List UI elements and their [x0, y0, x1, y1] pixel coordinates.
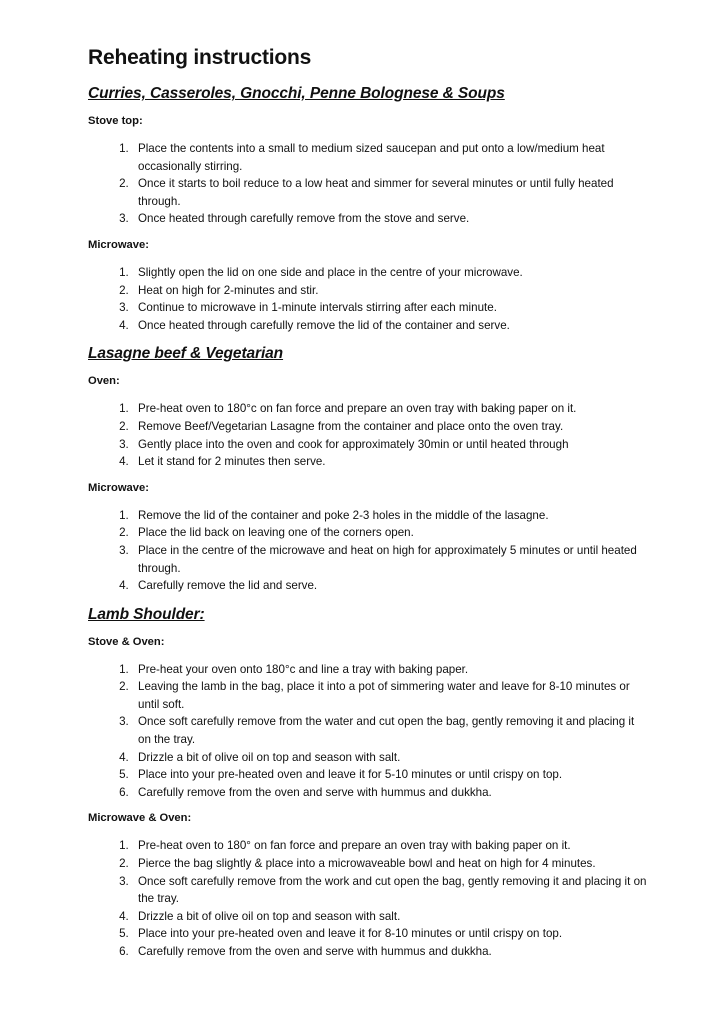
step-item: 5. Place into your pre-heated oven and leave it for 5-10 minutes or until crispy on top.: [132, 766, 648, 784]
step-item: 3. Place in the centre of the microwave and heat on high for approximately 5 minutes or until heated through.: [132, 542, 648, 577]
step-item: 1. Place the contents into a small to medium sized saucepan and put onto a low/medium heat occasionally stirring.: [132, 140, 648, 175]
method-label: Microwave:: [88, 238, 149, 251]
step-item: 3. Once soft carefully remove from the water and cut open the bag, gently removing it and placing it on the tray.: [132, 713, 648, 748]
step-item: 2. Heat on high for 2-minutes and stir.: [132, 282, 648, 300]
step-item: 4. Carefully remove the lid and serve.: [132, 577, 648, 595]
method-label: Stove top:: [88, 115, 143, 127]
section-heading: Curries, Casseroles, Gnocchi, Penne Bolognese & Soups: [88, 85, 505, 102]
method-label: Oven:: [88, 375, 120, 388]
steps-list: [88, 264, 648, 334]
step-item: 1. Pre-heat oven to 180° on fan force and prepare an oven tray with baking paper on it.: [132, 837, 648, 855]
method-label: Microwave:: [88, 481, 149, 494]
document-page: [88, 44, 648, 971]
step-item: 3. Gently place into the oven and cook for approximately 30min or until heated through: [132, 436, 648, 454]
steps-list: [88, 507, 648, 595]
step-item: 4. Let it stand for 2 minutes then serve.: [132, 453, 648, 471]
step-item: 6. Carefully remove from the oven and serve with hummus and dukkha.: [132, 784, 648, 802]
step-item: 4. Once heated through carefully remove the lid of the container and serve.: [132, 317, 648, 335]
method-label: Stove & Oven:: [88, 635, 165, 648]
section: [88, 84, 648, 334]
step-item: 2. Remove Beef/Vegetarian Lasagne from the container and place onto the oven tray.: [132, 418, 648, 436]
step-item: 1. Remove the lid of the container and poke 2-3 holes in the middle of the lasagne.: [132, 507, 648, 525]
step-item: 1. Pre-heat your oven onto 180°c and line a tray with baking paper.: [132, 661, 648, 679]
step-item: 3. Once soft carefully remove from the work and cut open the bag, gently removing it and placing it on the tray.: [132, 873, 648, 908]
step-item: 6. Carefully remove from the oven and serve with hummus and dukkha.: [132, 943, 648, 961]
steps-list: [88, 140, 648, 228]
section-heading: Lamb Shoulder:: [88, 605, 205, 623]
section: [88, 344, 648, 594]
step-item: 2. Pierce the bag slightly & place into a microwaveable bowl and heat on high for 4 minutes.: [132, 855, 648, 873]
step-item: 4. Drizzle a bit of olive oil on top and season with salt.: [132, 908, 648, 926]
step-item: 2. Place the lid back on leaving one of the corners open.: [132, 524, 648, 542]
sections-container: [88, 84, 648, 961]
step-item: 1. Pre-heat oven to 180°c on fan force and prepare an oven tray with baking paper on it.: [132, 400, 648, 418]
step-item: 4. Drizzle a bit of olive oil on top and season with salt.: [132, 749, 648, 767]
section: [88, 605, 648, 961]
page-title: Reheating instructions: [88, 46, 312, 69]
method-label: Microwave & Oven:: [88, 812, 192, 825]
steps-list: [88, 837, 648, 960]
step-item: 3. Once heated through carefully remove from the stove and serve.: [132, 210, 648, 228]
step-item: 1. Slightly open the lid on one side and place in the centre of your microwave.: [132, 264, 648, 282]
step-item: 2. Once it starts to boil reduce to a low heat and simmer for several minutes or until fully heated through.: [132, 175, 648, 210]
step-item: 5. Place into your pre-heated oven and leave it for 8-10 minutes or until crispy on top.: [132, 925, 648, 943]
section-heading: Lasagne beef & Vegetarian: [88, 345, 284, 363]
steps-list: [88, 400, 648, 470]
steps-list: [88, 661, 648, 802]
step-item: 3. Continue to microwave in 1-minute intervals stirring after each minute.: [132, 299, 648, 317]
step-item: 2. Leaving the lamb in the bag, place it into a pot of simmering water and leave for 8-10 minutes or until soft.: [132, 678, 648, 713]
